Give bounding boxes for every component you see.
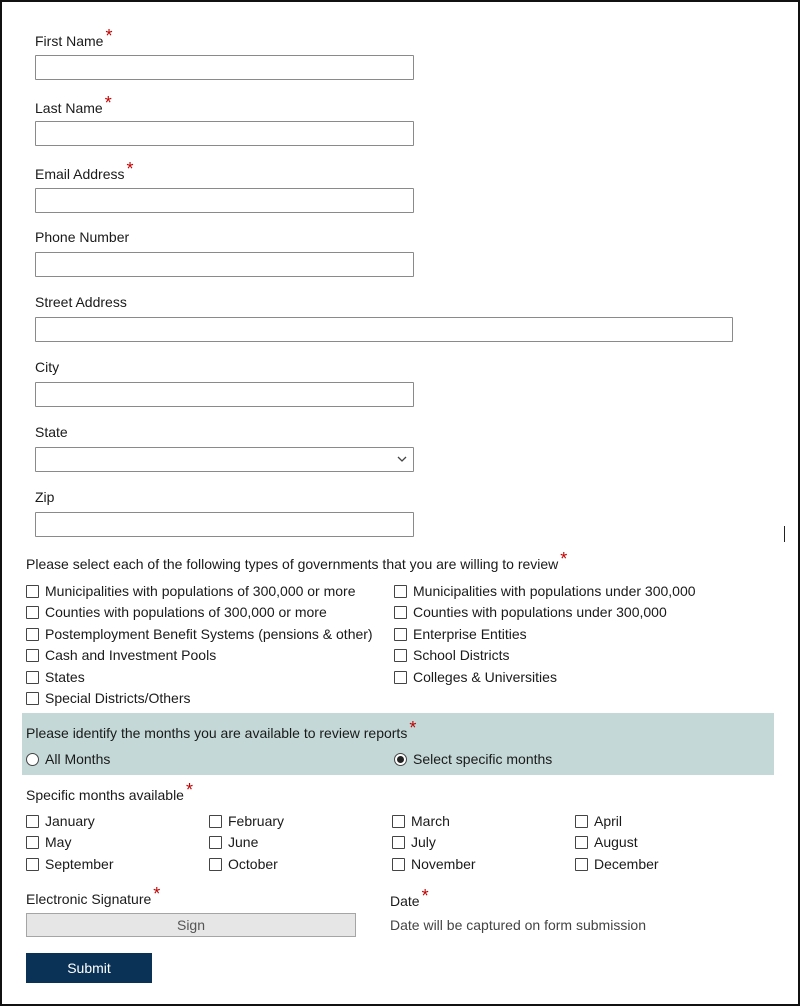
state-label: State	[35, 424, 68, 440]
checkbox[interactable]	[575, 815, 588, 828]
required-marker: *	[560, 549, 568, 569]
radio-all-months[interactable]	[26, 751, 110, 767]
date-label-text: Date	[390, 893, 420, 909]
checkbox[interactable]	[26, 836, 39, 849]
first-name-label	[35, 26, 113, 49]
checkbox[interactable]	[209, 836, 222, 849]
option-label: Counties with populations of 300,000 or more	[45, 604, 327, 620]
gov-type-option[interactable]	[26, 604, 327, 620]
first-name-input[interactable]	[35, 55, 414, 80]
radio-label: All Months	[45, 751, 111, 767]
required-marker: *	[153, 884, 161, 904]
chevron-down-icon	[396, 453, 408, 465]
option-label: Colleges & Universities	[413, 669, 557, 685]
option-label: Municipalities with populations of 300,000 or more	[45, 583, 356, 599]
month-label: January	[45, 813, 95, 829]
email-input[interactable]	[35, 188, 414, 213]
date-label	[390, 886, 429, 909]
checkbox[interactable]	[392, 836, 405, 849]
option-label: States	[45, 669, 85, 685]
street-input[interactable]	[35, 317, 733, 342]
month-option[interactable]	[392, 813, 450, 829]
checkbox[interactable]	[26, 649, 39, 662]
checkbox[interactable]	[394, 606, 407, 619]
phone-label: Phone Number	[35, 229, 130, 245]
zip-input[interactable]	[35, 512, 414, 537]
months-label	[26, 780, 193, 803]
required-marker: *	[126, 159, 134, 179]
month-option[interactable]	[392, 856, 476, 872]
checkbox[interactable]	[209, 858, 222, 871]
month-option[interactable]	[209, 813, 284, 829]
gov-type-option[interactable]	[394, 583, 696, 599]
month-option[interactable]	[26, 834, 71, 850]
month-label: May	[45, 834, 72, 850]
email-label-text: Email Address	[35, 166, 125, 182]
option-label: Counties with populations under 300,000	[413, 604, 667, 620]
email-label	[35, 159, 134, 182]
checkbox[interactable]	[26, 858, 39, 871]
first-name-label-text: First Name	[35, 33, 104, 49]
gov-type-option[interactable]	[394, 647, 509, 663]
month-label: March	[411, 813, 450, 829]
checkbox[interactable]	[26, 585, 39, 598]
gov-type-option[interactable]	[394, 604, 667, 620]
required-marker: *	[105, 26, 113, 46]
last-name-label-text: Last Name	[35, 100, 103, 116]
radio-select-specific-months[interactable]	[394, 751, 552, 767]
last-name-input[interactable]	[35, 121, 414, 146]
month-label: October	[228, 856, 278, 872]
checkbox[interactable]	[26, 671, 39, 684]
checkbox[interactable]	[392, 815, 405, 828]
option-label: Enterprise Entities	[413, 626, 527, 642]
months-label-text: Specific months available	[26, 787, 184, 803]
option-label: Cash and Investment Pools	[45, 647, 217, 663]
radio-button[interactable]	[26, 753, 39, 766]
radio-button-selected[interactable]	[394, 753, 407, 766]
checkbox[interactable]	[26, 815, 39, 828]
checkbox[interactable]	[26, 692, 39, 705]
required-marker: *	[104, 93, 112, 113]
gov-type-option[interactable]	[26, 669, 85, 685]
month-label: August	[594, 834, 638, 850]
required-marker: *	[409, 718, 417, 738]
checkbox[interactable]	[575, 858, 588, 871]
month-option[interactable]	[26, 813, 95, 829]
state-select[interactable]	[35, 447, 414, 472]
city-input[interactable]	[35, 382, 414, 407]
required-marker: *	[421, 886, 429, 906]
month-label: December	[594, 856, 659, 872]
month-label: February	[228, 813, 285, 829]
availability-label	[26, 718, 417, 741]
date-note: Date will be captured on form submission	[390, 917, 647, 933]
checkbox[interactable]	[26, 628, 39, 641]
submit-button[interactable]: Submit	[26, 953, 152, 983]
month-option[interactable]	[26, 856, 113, 872]
month-option[interactable]	[209, 834, 258, 850]
month-label: June	[228, 834, 259, 850]
last-name-label	[35, 93, 112, 116]
checkbox[interactable]	[575, 836, 588, 849]
signature-label-text: Electronic Signature	[26, 891, 152, 907]
option-label: Special Districts/Others	[45, 690, 191, 706]
month-label: July	[411, 834, 436, 850]
zip-label: Zip	[35, 489, 55, 505]
checkbox[interactable]	[394, 671, 407, 684]
option-label: Municipalities with populations under 300,000	[413, 583, 696, 599]
sign-button[interactable]: Sign	[26, 913, 356, 937]
gov-type-option[interactable]	[394, 669, 557, 685]
gov-types-label-text: Please select each of the following types of governments that you are willing to review	[26, 556, 559, 572]
month-option[interactable]	[575, 834, 638, 850]
month-label: November	[411, 856, 476, 872]
required-marker: *	[185, 780, 193, 800]
option-label: School Districts	[413, 647, 510, 663]
checkbox[interactable]	[394, 585, 407, 598]
city-label: City	[35, 359, 60, 375]
checkbox[interactable]	[209, 815, 222, 828]
checkbox[interactable]	[392, 858, 405, 871]
month-label: April	[594, 813, 623, 829]
month-label: September	[45, 856, 114, 872]
month-option[interactable]	[575, 856, 659, 872]
checkbox[interactable]	[394, 649, 407, 662]
gov-types-label	[26, 549, 568, 572]
signature-label	[26, 884, 161, 907]
checkbox[interactable]	[26, 606, 39, 619]
street-label: Street Address	[35, 294, 127, 310]
month-option[interactable]	[575, 813, 622, 829]
gov-type-option[interactable]	[26, 583, 356, 599]
gov-type-option[interactable]	[26, 690, 190, 706]
checkbox[interactable]	[394, 628, 407, 641]
availability-label-text: Please identify the months you are available to review reports	[26, 725, 408, 741]
text-cursor	[784, 526, 785, 542]
gov-type-option[interactable]	[26, 626, 373, 642]
phone-input[interactable]	[35, 252, 414, 277]
gov-type-option[interactable]	[26, 647, 216, 663]
radio-label: Select specific months	[413, 751, 553, 767]
month-option[interactable]	[209, 856, 278, 872]
gov-type-option[interactable]	[394, 626, 527, 642]
radio-selected-dot	[397, 756, 404, 763]
option-label: Postemployment Benefit Systems (pensions & other)	[45, 626, 373, 642]
month-option[interactable]	[392, 834, 436, 850]
